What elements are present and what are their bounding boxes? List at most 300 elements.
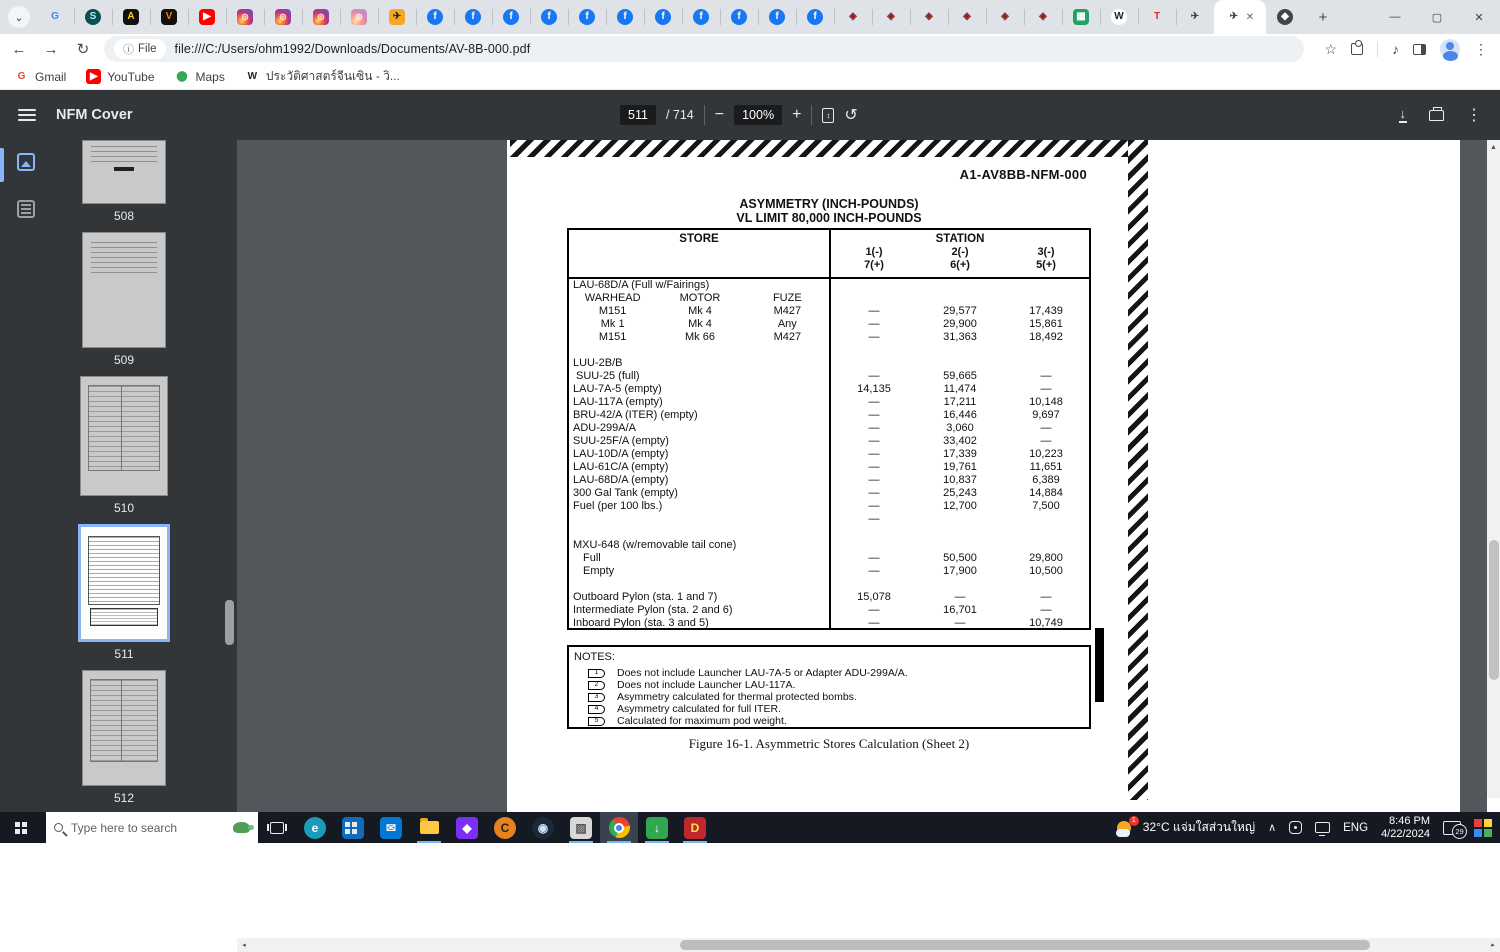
station-value: —	[831, 409, 917, 422]
thumbnail-view-icon[interactable]	[17, 153, 35, 171]
store-label: LAU-10D/A (empty)	[569, 448, 831, 461]
url-text[interactable]: file:///C:/Users/ohm1992/Downloads/Documents/AV-8B-000.pdf	[175, 42, 531, 56]
pdf-toolbar-right	[1399, 105, 1500, 125]
station-value: 10,500	[1003, 565, 1089, 578]
fit-page-icon[interactable]: ↕	[822, 108, 834, 123]
thumbnail-image[interactable]	[80, 376, 168, 496]
pdf-page-controls	[620, 90, 858, 140]
store-cells	[569, 292, 831, 305]
station-col-1: 1(-) 7(+)	[831, 246, 917, 272]
station-value: 15,078	[831, 591, 917, 604]
dynamics-icon: ◆	[456, 817, 478, 839]
tabs-row	[36, 0, 1304, 34]
vertical-scrollbar[interactable]	[1487, 140, 1500, 798]
facebook-tab[interactable]	[644, 0, 682, 34]
taskbar-app-dynamics[interactable]	[448, 812, 486, 843]
note-item	[574, 679, 1089, 691]
taskbar-app-file-explorer[interactable]	[410, 812, 448, 843]
station-value: 50,500	[917, 552, 1003, 565]
station-value: 19,761	[917, 461, 1003, 474]
table-body	[569, 279, 1089, 628]
table-header	[569, 230, 1089, 279]
bookmark-label: ประวัติศาสตร์จีนเซิน - วิ...	[266, 67, 400, 86]
instagram-tab[interactable]	[340, 0, 378, 34]
toolbar-right	[1324, 39, 1500, 59]
edge-icon: e	[304, 817, 326, 839]
file-scheme-chip[interactable]	[114, 39, 166, 59]
facebook-tab[interactable]	[416, 0, 454, 34]
scroll-up-arrow-icon[interactable]: ▲	[1487, 140, 1500, 154]
station-value: —	[831, 513, 917, 526]
station-value: —	[831, 331, 917, 344]
vertical-scrollbar-thumb[interactable]	[1489, 540, 1499, 680]
page-thumbnail[interactable]	[78, 524, 170, 670]
station-value: —	[831, 305, 917, 318]
taskbar-app-mail[interactable]	[372, 812, 410, 843]
note-item	[574, 667, 1089, 679]
windows-logo-icon	[15, 822, 20, 827]
shield-icon: ◆	[1277, 9, 1293, 25]
profile-avatar[interactable]	[1440, 39, 1460, 59]
station-value: —	[1003, 435, 1089, 448]
station-value: 11,651	[1003, 461, 1089, 474]
sidebar-scrollbar-thumb[interactable]	[225, 600, 234, 645]
station-value	[831, 292, 917, 305]
windows-taskbar	[0, 812, 1500, 843]
facebook-icon: f	[503, 9, 519, 25]
crest-tab[interactable]	[834, 0, 872, 34]
print-icon[interactable]	[1429, 110, 1444, 121]
facebook-icon: f	[541, 9, 557, 25]
station-value: 10,749	[1003, 617, 1089, 630]
station-value: —	[831, 487, 917, 500]
menu-kebab-icon[interactable]: ⋮	[1474, 41, 1488, 58]
app-tab[interactable]	[74, 0, 112, 34]
scroll-left-arrow-icon[interactable]: ◂	[237, 941, 251, 949]
maximize-button[interactable]: ▢	[1416, 0, 1458, 34]
zoom-out-button[interactable]: −	[715, 106, 724, 124]
language-indicator[interactable]: ENG	[1343, 822, 1368, 834]
station-value: 17,900	[917, 565, 1003, 578]
crest-tab[interactable]	[910, 0, 948, 34]
outline-view-icon[interactable]	[17, 200, 35, 218]
station-value	[831, 279, 917, 292]
horizontal-scrollbar-thumb[interactable]	[680, 940, 1370, 950]
instagram-icon: ◎	[237, 9, 253, 25]
shield-tab[interactable]	[1266, 0, 1304, 34]
station-value	[1003, 292, 1089, 305]
station-value: —	[831, 435, 917, 448]
facebook-tab[interactable]	[796, 0, 834, 34]
app-tab[interactable]	[112, 0, 150, 34]
pdf-content-area	[0, 140, 1500, 812]
thumbnail-image[interactable]	[82, 140, 166, 204]
station-value	[1003, 279, 1089, 292]
station-value: 10,837	[917, 474, 1003, 487]
store-label: SUU-25F/A (empty)	[569, 435, 831, 448]
military-crest-icon: ◈	[845, 9, 861, 25]
search-icon	[54, 823, 63, 832]
facebook-tab[interactable]	[568, 0, 606, 34]
google-tab[interactable]	[36, 0, 74, 34]
clock[interactable]	[1381, 815, 1430, 841]
jet-icon: ✈	[1187, 9, 1203, 25]
instagram-icon: ◎	[275, 9, 291, 25]
page-thumbnail[interactable]	[82, 670, 166, 814]
facebook-tab[interactable]	[720, 0, 758, 34]
station-value: —	[831, 604, 917, 617]
scroll-right-arrow-icon[interactable]: ▸	[1486, 941, 1500, 949]
crest-tab[interactable]	[1024, 0, 1062, 34]
taskbar-app-idm[interactable]	[638, 812, 676, 843]
station-value: —	[831, 461, 917, 474]
figure-caption: Figure 16-1. Asymmetric Stores Calculation (Sheet 2)	[567, 736, 1091, 752]
thumbnail-page-number: 510	[114, 496, 134, 524]
station-value	[831, 357, 917, 370]
station-value: 12,700	[917, 500, 1003, 513]
store-sub-cell: Mk 66	[656, 331, 743, 344]
pdf-menu-icon[interactable]	[18, 109, 36, 121]
thumbnail-page-number: 512	[114, 786, 134, 814]
instagram-tab[interactable]	[264, 0, 302, 34]
file-chip-label: File	[138, 43, 157, 55]
station-value	[917, 357, 1003, 370]
notes-title: NOTES:	[574, 651, 1089, 663]
store-label	[569, 513, 831, 526]
mail-icon: ✉	[380, 817, 402, 839]
black-orange-icon: V	[161, 9, 177, 25]
station-value: —	[831, 552, 917, 565]
jet-tab[interactable]	[1176, 0, 1214, 34]
station-value: 7,500	[1003, 500, 1089, 513]
station-value: 14,884	[1003, 487, 1089, 500]
app-tab[interactable]	[150, 0, 188, 34]
colorful-corner-icon[interactable]	[1474, 819, 1492, 837]
station-col-2: 2(-) 6(+)	[917, 246, 1003, 272]
military-crest-icon: ◈	[921, 9, 937, 25]
photos-icon: ▨	[570, 817, 592, 839]
bookmark-favicon: G	[14, 69, 29, 84]
page-thumbnail[interactable]	[82, 140, 166, 232]
wikipedia-icon: W	[1111, 9, 1127, 25]
note-text: Asymmetry calculated for thermal protected bombs.	[617, 691, 857, 703]
store-sub-cell: MOTOR	[656, 292, 743, 305]
notification-center-icon[interactable]	[1443, 821, 1461, 835]
tray-app-icon[interactable]	[1289, 821, 1302, 834]
reload-button[interactable]: ↻	[70, 36, 96, 62]
download-icon[interactable]: ↓	[1399, 108, 1408, 123]
station-value: 29,577	[917, 305, 1003, 318]
extensions-icon[interactable]	[1351, 43, 1363, 55]
facebook-icon: f	[693, 9, 709, 25]
zoom-level-input[interactable]: 100%	[734, 105, 782, 125]
store-cells	[569, 318, 831, 331]
store-sub-cell: Mk 4	[656, 318, 743, 331]
thumbnail-page-number: 511	[114, 642, 133, 670]
bookmark-item[interactable]	[86, 69, 154, 84]
taskbar-app-edge[interactable]	[296, 812, 334, 843]
jet-icon: ✈	[1226, 9, 1242, 25]
station-value: —	[831, 500, 917, 513]
active-view-indicator	[0, 148, 4, 182]
station-value: —	[1003, 591, 1089, 604]
document-title-block	[567, 198, 1091, 225]
bookmark-item[interactable]	[245, 67, 400, 86]
station-value: 16,446	[917, 409, 1003, 422]
store-label: Fuel (per 100 lbs.)	[569, 500, 831, 513]
note-number-tag: 1	[588, 669, 605, 678]
store-label: Empty	[569, 565, 831, 578]
taskbar-app-chrome[interactable]	[600, 812, 638, 843]
note-text: Does not include Launcher LAU-117A.	[617, 679, 795, 691]
military-crest-icon: ◈	[997, 9, 1013, 25]
note-item	[574, 703, 1089, 715]
tab-close-icon[interactable]: ✕	[1246, 12, 1254, 23]
note-text: Asymmetry calculated for full ITER.	[617, 703, 781, 715]
facebook-tab[interactable]	[492, 0, 530, 34]
station-value: 10,223	[1003, 448, 1089, 461]
display-network-icon[interactable]	[1315, 822, 1330, 833]
tray-chevron-icon[interactable]: ∧	[1268, 821, 1276, 834]
facebook-icon: f	[427, 9, 443, 25]
store-sub-cell: M151	[569, 331, 656, 344]
thumbnail-page-number: 508	[114, 204, 134, 232]
store-sub-cell: Any	[744, 318, 831, 331]
bookmark-favicon: W	[245, 69, 260, 84]
facebook-tab[interactable]	[530, 0, 568, 34]
tab-strip	[0, 0, 1500, 34]
active-pdf-tab[interactable]	[1214, 0, 1266, 34]
taskbar-apps	[296, 812, 714, 843]
search-placeholder: Type here to search	[71, 821, 225, 835]
toolbar-divider	[1377, 41, 1378, 57]
trex-tab[interactable]	[1138, 0, 1176, 34]
page-total-label: / 714	[666, 108, 694, 122]
taskbar-app-steam[interactable]	[524, 812, 562, 843]
note-item	[574, 691, 1089, 703]
station-value: 31,363	[917, 331, 1003, 344]
station-value: 29,900	[917, 318, 1003, 331]
store-label: Outboard Pylon (sta. 1 and 7)	[569, 591, 831, 604]
sheets-tab[interactable]	[1062, 0, 1100, 34]
google-icon: G	[47, 9, 63, 25]
hatched-border-top	[510, 140, 1130, 157]
station-value: 9,697	[1003, 409, 1089, 422]
station-value: —	[831, 370, 917, 383]
black-yellow-icon: A	[123, 9, 139, 25]
instagram-icon: ◎	[351, 9, 367, 25]
tab-scroll-chevron-icon[interactable]: ⌄	[8, 6, 30, 28]
bookmark-item[interactable]	[175, 69, 225, 84]
title-line-1: ASYMMETRY (INCH-POUNDS)	[567, 198, 1091, 212]
station-subcolumns	[831, 246, 1089, 272]
store-label: LAU-117A (empty)	[569, 396, 831, 409]
note-text: Does not include Launcher LAU-7A-5 or Adapter ADU-299A/A.	[617, 667, 908, 679]
military-crest-icon: ◈	[959, 9, 975, 25]
store-icon	[342, 817, 364, 839]
flight-tab[interactable]	[378, 0, 416, 34]
wikipedia-tab[interactable]	[1100, 0, 1138, 34]
weather-text: 32°C แจ่มใสส่วนใหญ่	[1143, 818, 1255, 837]
store-label: Full	[569, 552, 831, 565]
page-number-input[interactable]: 511	[620, 105, 656, 125]
facebook-icon: f	[769, 9, 785, 25]
sidebar-scrollbar[interactable]	[225, 140, 234, 812]
station-value: 3,060	[917, 422, 1003, 435]
taskbar-app-dos-game[interactable]	[676, 812, 714, 843]
store-label: MXU-648 (w/removable tail cone)	[569, 539, 831, 552]
station-value: —	[1003, 370, 1089, 383]
station-value	[917, 279, 1003, 292]
station-value: 18,492	[1003, 331, 1089, 344]
station-value: —	[831, 565, 917, 578]
document-number: A1-AV8BB-NFM-000	[507, 167, 1087, 182]
station-value	[1003, 357, 1089, 370]
facebook-tab[interactable]	[606, 0, 644, 34]
youtube-icon: ▶	[199, 9, 215, 25]
notes-list	[574, 667, 1089, 727]
station-value: 29,800	[1003, 552, 1089, 565]
new-tab-button[interactable]: +	[1310, 4, 1336, 30]
facebook-icon: f	[655, 9, 671, 25]
facebook-icon: f	[465, 9, 481, 25]
pdf-toolbar-divider	[704, 105, 705, 125]
store-sub-cell: Mk 1	[569, 318, 656, 331]
station-value: 59,665	[917, 370, 1003, 383]
note-number-tag: 5	[588, 717, 605, 726]
store-label: LAU-7A-5 (empty)	[569, 383, 831, 396]
station-value: —	[917, 591, 1003, 604]
youtube-tab[interactable]	[188, 0, 226, 34]
station-col-3: 3(-) 5(+)	[1003, 246, 1089, 272]
idm-icon: ↓	[646, 817, 668, 839]
media-controls-icon[interactable]: ♪	[1392, 41, 1399, 57]
taskbar-app-copyright-app[interactable]	[486, 812, 524, 843]
facebook-tab[interactable]	[454, 0, 492, 34]
bookmark-star-icon[interactable]: ☆	[1324, 41, 1337, 58]
system-tray	[1116, 812, 1500, 843]
store-label: SUU-25 (full)	[569, 370, 831, 383]
station-value: —	[831, 448, 917, 461]
store-label: LUU-2B/B	[569, 357, 831, 370]
crest-tab[interactable]	[986, 0, 1024, 34]
station-header-block	[829, 230, 1089, 277]
military-crest-icon: ◈	[1035, 9, 1051, 25]
hatched-border-right	[1128, 140, 1148, 800]
teal-circle-icon: S	[85, 9, 101, 25]
facebook-icon: f	[807, 9, 823, 25]
store-sub-cell: Mk 4	[656, 305, 743, 318]
page-thumbnail[interactable]	[80, 376, 168, 524]
minimize-button[interactable]: —	[1374, 0, 1416, 34]
store-label: LAU-61C/A (empty)	[569, 461, 831, 474]
store-label: Intermediate Pylon (sta. 2 and 6)	[569, 604, 831, 617]
search-highlight-turtle-icon[interactable]	[233, 822, 250, 833]
horizontal-scrollbar[interactable]	[237, 938, 1500, 952]
pdf-page	[507, 140, 1460, 812]
station-value: —	[831, 617, 917, 630]
rotate-icon[interactable]: ↺	[844, 105, 857, 125]
thumbnail-list	[54, 140, 194, 812]
station-value: —	[1003, 604, 1089, 617]
zoom-in-button[interactable]: +	[792, 106, 801, 124]
thumbnail-image[interactable]	[82, 232, 166, 348]
instagram-tab[interactable]	[226, 0, 264, 34]
taskbar-app-photos[interactable]	[562, 812, 600, 843]
notes-box	[567, 645, 1091, 729]
task-view-icon	[270, 822, 284, 834]
store-sub-cell: M427	[744, 331, 831, 344]
instagram-tab[interactable]	[302, 0, 340, 34]
thumbnail-page-number: 509	[114, 348, 134, 376]
store-label: BRU-42/A (ITER) (empty)	[569, 409, 831, 422]
trex-icon: T	[1149, 9, 1165, 25]
start-button[interactable]	[0, 812, 46, 843]
forward-button[interactable]: →	[38, 36, 64, 62]
pdf-more-kebab-icon[interactable]: ⋮	[1466, 105, 1482, 125]
station-value: 17,339	[917, 448, 1003, 461]
station-value: 10,148	[1003, 396, 1089, 409]
thumbnail-image[interactable]	[82, 670, 166, 786]
military-crest-icon: ◈	[883, 9, 899, 25]
facebook-icon: f	[579, 9, 595, 25]
taskbar-search-box[interactable]	[46, 812, 258, 843]
station-value: —	[831, 396, 917, 409]
station-value: 6,389	[1003, 474, 1089, 487]
time-label: 8:46 PM	[1381, 815, 1430, 828]
facebook-tab[interactable]	[682, 0, 720, 34]
store-sub-cell: M151	[569, 305, 656, 318]
station-value: —	[1003, 383, 1089, 396]
station-value: 11,474	[917, 383, 1003, 396]
dos-game-icon: D	[684, 817, 706, 839]
taskbar-app-microsoft-store[interactable]	[334, 812, 372, 843]
pdf-document-title: NFM Cover	[56, 107, 133, 123]
facebook-tab[interactable]	[758, 0, 796, 34]
thumbnail-image[interactable]	[78, 524, 170, 642]
station-column-header: STATION	[831, 230, 1089, 245]
station-value: 15,861	[1003, 318, 1089, 331]
note-text: Calculated for maximum pod weight.	[617, 715, 787, 727]
store-cells	[569, 331, 831, 344]
chrome-icon	[609, 817, 630, 838]
pdf-toolbar	[0, 90, 1500, 140]
notification-count-badge: 29	[1452, 824, 1467, 839]
bookmark-item[interactable]	[14, 69, 66, 84]
side-panel-icon[interactable]	[1413, 44, 1426, 55]
page-thumbnail[interactable]	[82, 232, 166, 376]
address-bar[interactable]	[104, 36, 1304, 62]
facebook-icon: f	[617, 9, 633, 25]
store-label: LAU-68D/A (empty)	[569, 474, 831, 487]
copyright-app-icon: C	[494, 817, 516, 839]
task-view-button[interactable]	[258, 812, 296, 843]
back-button[interactable]: ←	[6, 36, 32, 62]
station-value: 16,701	[917, 604, 1003, 617]
station-value	[917, 513, 1003, 526]
facebook-icon: f	[731, 9, 747, 25]
station-value	[917, 539, 1003, 552]
station-value	[831, 539, 917, 552]
note-number-tag: 3	[588, 693, 605, 702]
close-button[interactable]: ✕	[1458, 0, 1500, 34]
crest-tab[interactable]	[948, 0, 986, 34]
title-line-2: VL LIMIT 80,000 INCH-POUNDS	[567, 212, 1091, 226]
station-value: —	[831, 318, 917, 331]
pdf-viewer	[237, 140, 1487, 812]
crest-tab[interactable]	[872, 0, 910, 34]
weather-widget[interactable]	[1116, 818, 1255, 837]
